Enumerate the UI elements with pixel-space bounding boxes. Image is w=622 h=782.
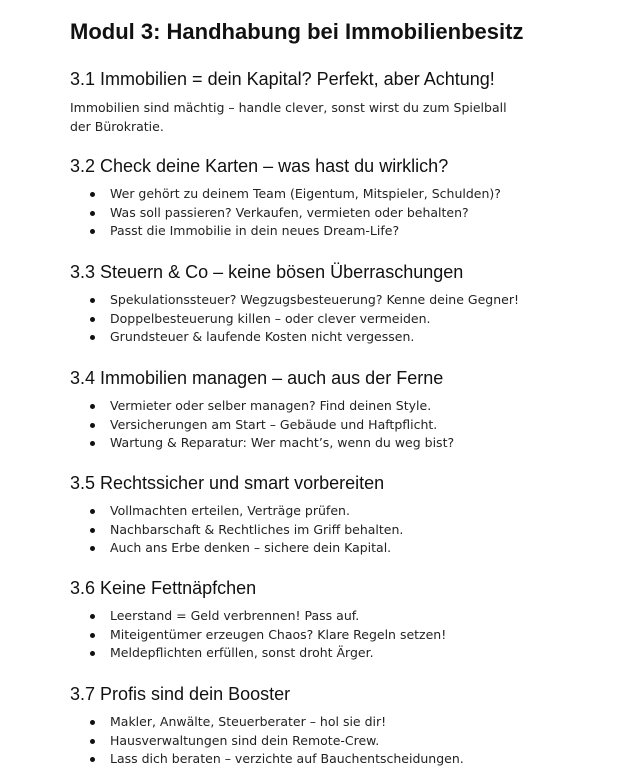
bullet-icon	[90, 614, 95, 619]
document-title: Modul 3: Handhabung bei Immobilienbesitz	[70, 19, 524, 44]
section-heading: 3.7 Profis sind dein Booster	[70, 684, 291, 704]
section-heading: 3.4 Immobilien managen – auch aus der Ferne	[70, 368, 444, 388]
list-item: Makler, Anwälte, Steuerberater – hol sie dir!	[70, 713, 610, 732]
list-item: Meldepflichten erfüllen, sonst droht Ärger.	[70, 644, 610, 663]
section-3-6	[70, 577, 610, 663]
list-item: Vermieter oder selber managen? Find deinen Style.	[70, 397, 610, 416]
list-item: Wartung & Reparatur: Wer macht’s, wenn du weg bist?	[70, 434, 610, 453]
list-item: Vollmachten erteilen, Verträge prüfen.	[70, 502, 610, 521]
section-3-7	[70, 683, 610, 769]
bullet-icon	[90, 739, 95, 744]
bullet-icon	[90, 441, 95, 446]
bullet-icon	[90, 633, 95, 638]
section-3-1	[70, 68, 610, 136]
bullet-icon	[90, 317, 95, 322]
bullet-icon	[90, 651, 95, 656]
bullet-list	[70, 397, 610, 453]
list-item: Grundsteuer & laufende Kosten nicht vergessen.	[70, 328, 610, 347]
section-3-3	[70, 261, 610, 347]
bullet-icon	[90, 757, 95, 762]
bullet-list	[70, 185, 610, 241]
section-3-2	[70, 155, 610, 241]
list-item: Doppelbesteuerung killen – oder clever vermeiden.	[70, 310, 610, 329]
bullet-icon	[90, 720, 95, 725]
bullet-icon	[90, 528, 95, 533]
list-item: Was soll passieren? Verkaufen, vermieten oder behalten?	[70, 204, 610, 223]
section-heading: 3.1 Immobilien = dein Kapital? Perfekt, aber Achtung!	[70, 69, 495, 89]
list-item: Miteigentümer erzeugen Chaos? Klare Regeln setzen!	[70, 626, 610, 645]
list-item: Lass dich beraten – verzichte auf Bauchentscheidungen.	[70, 750, 610, 769]
list-item: Auch ans Erbe denken – sichere dein Kapital.	[70, 539, 610, 558]
bullet-icon	[90, 335, 95, 340]
bullet-icon	[90, 546, 95, 551]
list-item: Spekulationssteuer? Wegzugsbesteuerung? Kenne deine Gegner!	[70, 291, 610, 310]
bullet-list	[70, 713, 610, 769]
list-item: Leerstand = Geld verbrennen! Pass auf.	[70, 607, 610, 626]
bullet-icon	[90, 211, 95, 216]
bullet-icon	[90, 192, 95, 197]
list-item: Nachbarschaft & Rechtliches im Griff behalten.	[70, 521, 610, 540]
section-heading: 3.6 Keine Fettnäpfchen	[70, 578, 257, 598]
bullet-icon	[90, 229, 95, 234]
section-paragraph: Immobilien sind mächtig – handle clever, sonst wirst du zum Spielball der Bürokratie.	[70, 100, 507, 134]
section-heading: 3.2 Check deine Karten – was hast du wirklich?	[70, 156, 449, 176]
bullet-list	[70, 291, 610, 347]
list-item: Hausverwaltungen sind dein Remote-Crew.	[70, 732, 610, 751]
section-heading: 3.3 Steuern & Co – keine bösen Überraschungen	[70, 262, 464, 282]
section-3-4	[70, 367, 610, 453]
section-heading: 3.5 Rechtssicher und smart vorbereiten	[70, 473, 385, 493]
bullet-icon	[90, 298, 95, 303]
list-item: Versicherungen am Start – Gebäude und Haftpflicht.	[70, 416, 610, 435]
bullet-icon	[90, 404, 95, 409]
bullet-list	[70, 502, 610, 558]
bullet-icon	[90, 423, 95, 428]
bullet-icon	[90, 509, 95, 514]
bullet-list	[70, 607, 610, 663]
list-item: Wer gehört zu deinem Team (Eigentum, Mitspieler, Schulden)?	[70, 185, 610, 204]
list-item: Passt die Immobilie in dein neues Dream-Life?	[70, 222, 610, 241]
section-3-5	[70, 472, 610, 558]
